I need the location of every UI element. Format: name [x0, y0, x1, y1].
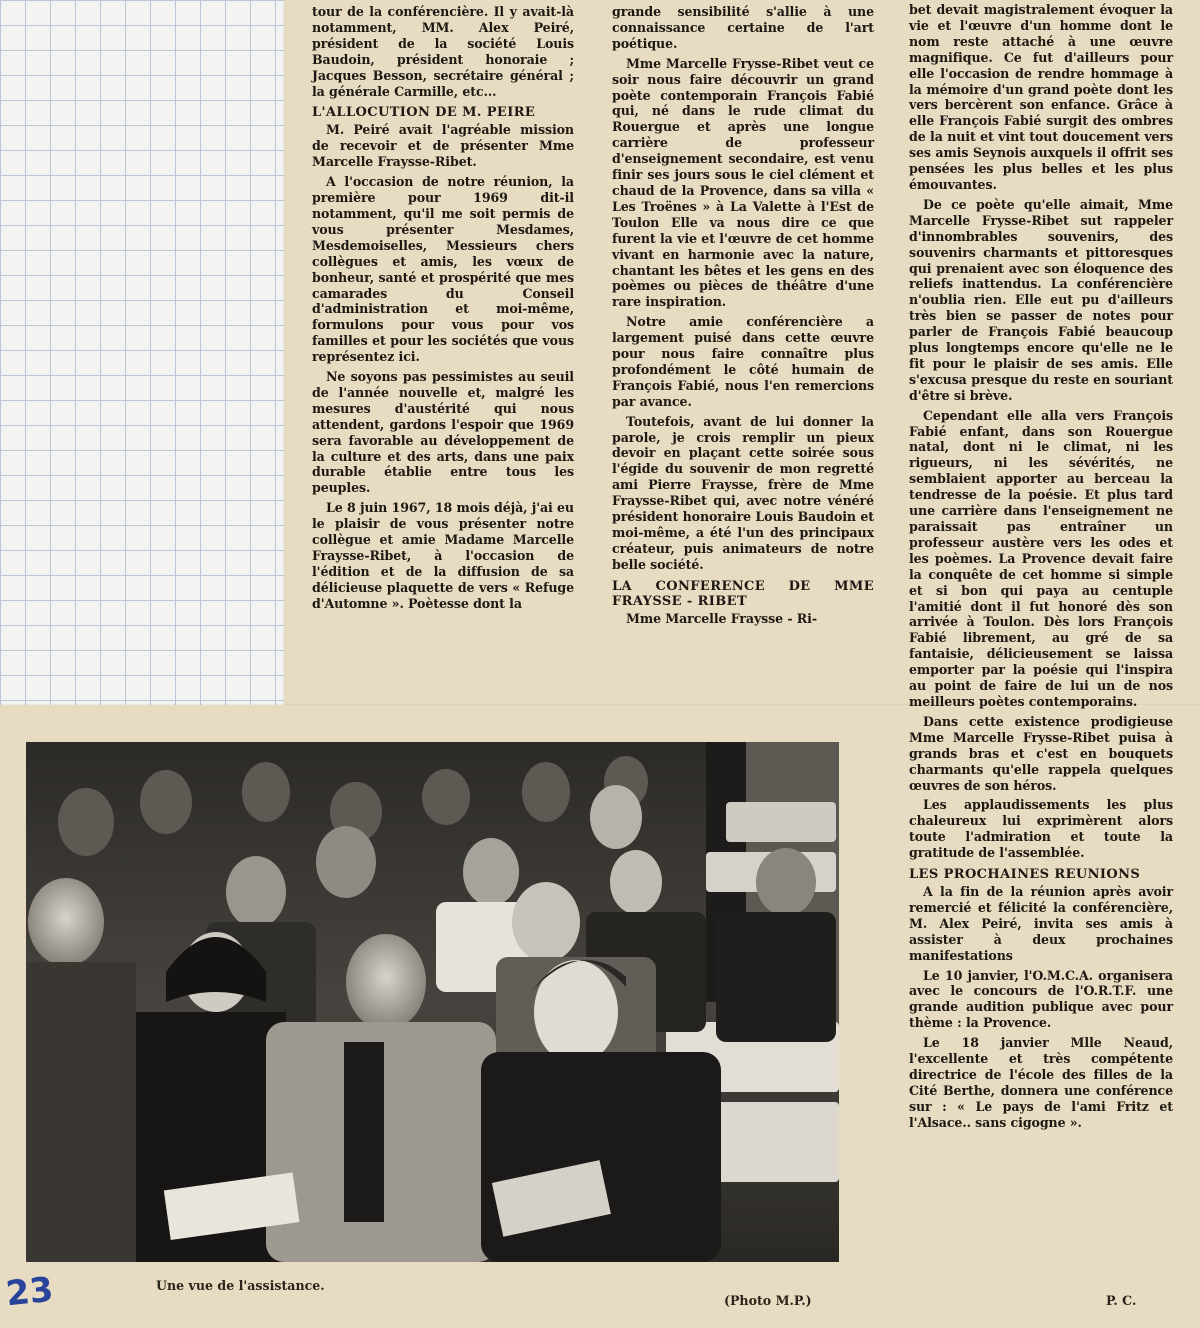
- paragraph: Cependant elle alla vers François Fabié enfant, dans son Rouergue natal, dont ni le climat, ni les rigueurs, ni les sévérités, ne semblaient apporter au berceau la tendresse de la poésie. Et plus tard une carrière dans l'enseignement ne paraissait pas entraîner un professeur austère vers les odes et les poèmes. La Provence devait faire la conquête de cet homme si simple et si bon qui paya au centuple l'amitié dont il fut honoré dès son arrivée à Toulon. Dès lors François Fabié librement, au gré de sa fantaisie, délicieusement se laissa emporter par la poésie qui l'inspira au point de faire de lui un de nos meilleurs poètes contemporains.: [909, 407, 1173, 709]
- paragraph: Mme Marcelle Frysse-Ribet veut ce soir nous faire découvrir un grand poète contemporain François Fabié qui, né dans le rude climat du Rouergue et après une longue carrière de professeur d'enseignement secondaire, est venu finir ses jours sous le ciel clément et chaud de la Provence, dans sa villa « Les Troënes » à La Valette à l'Est de Toulon Elle va nous dire ce que furent la vie et l'œuvre de cet homme vivant en harmonie avec la nature, chantant les bêtes et les gens en des poèmes ou pièces de théâtre d'une rare inspiration.: [612, 55, 874, 310]
- paragraph: bet devait magistralement évoquer la vie et l'œuvre d'un homme dont le nom reste attaché à une œuvre magnifique. Ce fut d'ailleurs pour elle l'occasion de rendre hommage à la mémoire d'un grand poète dont les vers bercèrent son enfance. Grâce à elle François Fabié surgit des ombres de la nuit et vint tout doucement vers ses amis Seynois auxquels il offrit ses pensées les plus belles et les plus émouvantes.: [909, 2, 1173, 192]
- paragraph: grande sensibilité s'allie à une connaissance certaine de l'art poétique.: [612, 4, 874, 51]
- paragraph: Le 10 janvier, l'O.M.C.A. organisera avec le concours de l'O.R.T.F. une grande audition publique avec pour thème : la Provence.: [909, 967, 1173, 1031]
- section-heading-conference: LA CONFERENCE DE MME FRAYSSE - RIBET: [612, 578, 874, 609]
- paragraph: A l'occasion de notre réunion, la première pour 1969 dit-il notamment, qu'il me soit permis de vous présenter Mesdames, Mesdemoiselles, Messieurs chers collègues et amis, les vœux de bonheur, santé et prospérité que mes camarades du Conseil d'administration et moi-même, formulons pour vous pour vos familles et pour les sociétés que vous représentez ici.: [312, 174, 574, 365]
- article-column-1: [312, 4, 574, 616]
- author-signature: P. C.: [1106, 1293, 1137, 1308]
- section-heading-allocution: L'ALLOCUTION DE M. PEIRE: [312, 105, 536, 121]
- paragraph: De ce poète qu'elle aimait, Mme Marcelle Frysse-Ribet sut rappeler d'innombrables souvenirs, des souvenirs charmants et pittoresques qui prenaient avec son éloquence des reliefs inattendus. La conférencière n'oublia rien. Elle eut pu d'ailleurs très bien se passer de notes pour parler de François Fabié beaucoup plus longtemps encore qu'elle ne le fit pour le plaisir de ses amis. Elle s'excusa presque du reste en souriant d'être si brève.: [909, 196, 1173, 403]
- paragraph: tour de la conférencière. Il y avait-là notamment, MM. Alex Peiré, président de la société Louis Baudoin, président honoraie ; Jacques Besson, secrétaire général ; la générale Carmille, etc...: [312, 4, 574, 99]
- paragraph: Dans cette existence prodigieuse Mme Marcelle Frysse-Ribet puisa à grands bras et c'est en bouquets charmants qu'elle rappela quelques œuvres de son héros.: [909, 713, 1173, 793]
- paragraph: Mme Marcelle Fraysse - Ri-: [626, 610, 817, 626]
- paragraph: Le 8 juin 1967, 18 mois déjà, j'ai eu le plaisir de vous présenter notre collègue et amie Madame Marcelle Fraysse-Ribet, à l'occasion de l'édition et de la diffusion de sa délicieuse plaquette de vers « Refuge d'Automne ». Poètesse dont la: [312, 500, 574, 611]
- paragraph: A la fin de la réunion après avoir remercié et félicité la conférencière, M. Alex Peiré, invita ses amis à assister à deux prochaines manifestations: [909, 884, 1173, 963]
- paragraph: Toutefois, avant de lui donner la parole, je crois remplir un pieux devoir en plaçant cette soirée sous l'égide du souvenir de mon regretté ami Pierre Fraysse, frère de Mme Fraysse-Ribet qui, avec notre vénéré président honoraire Louis Baudoin et moi-même, a été l'un des principaux créateur, puis animateurs de notre belle société.: [612, 413, 874, 572]
- handwritten-page-number: 23: [4, 1269, 56, 1315]
- article-column-3: [909, 2, 1173, 1135]
- paragraph: Les applaudissements les plus chaleureux lui exprimèrent alors toute l'admiration et toute la gratitude de l'assemblée.: [909, 797, 1173, 861]
- photo-credit: (Photo M.P.): [724, 1293, 812, 1308]
- section-heading-reunions: LES PROCHAINES REUNIONS: [909, 867, 1141, 883]
- article-column-2: [612, 4, 874, 631]
- paragraph: Ne soyons pas pessimistes au seuil de l'année nouvelle et, malgré les mesures d'austérité qui nous attendent, gardons l'espoir que 1969 sera favorable au développement de la culture et des arts, dans une paix durable établie entre tous les peuples.: [312, 369, 574, 496]
- photo-caption: Une vue de l'assistance.: [156, 1278, 325, 1293]
- audience-photo: [26, 742, 839, 1262]
- paragraph: M. Peiré avait l'agréable mission de recevoir et de présenter Mme Marcelle Fraysse-Ribet.: [312, 122, 574, 170]
- paragraph: Notre amie conférencière a largement puisé dans cette œuvre pour nous faire connaître plus profondément le côté humain de François Fabié, nous l'en remercions par avance.: [612, 314, 874, 409]
- audience-photo-image: [26, 742, 839, 1262]
- paragraph: Le 18 janvier Mlle Neaud, l'excellente et très compétente directrice de l'école des filles de la Cité Berthe, donnera une conférence sur : « Le pays de l'ami Fritz et l'Alsace.. sans cigogne ».: [909, 1035, 1173, 1130]
